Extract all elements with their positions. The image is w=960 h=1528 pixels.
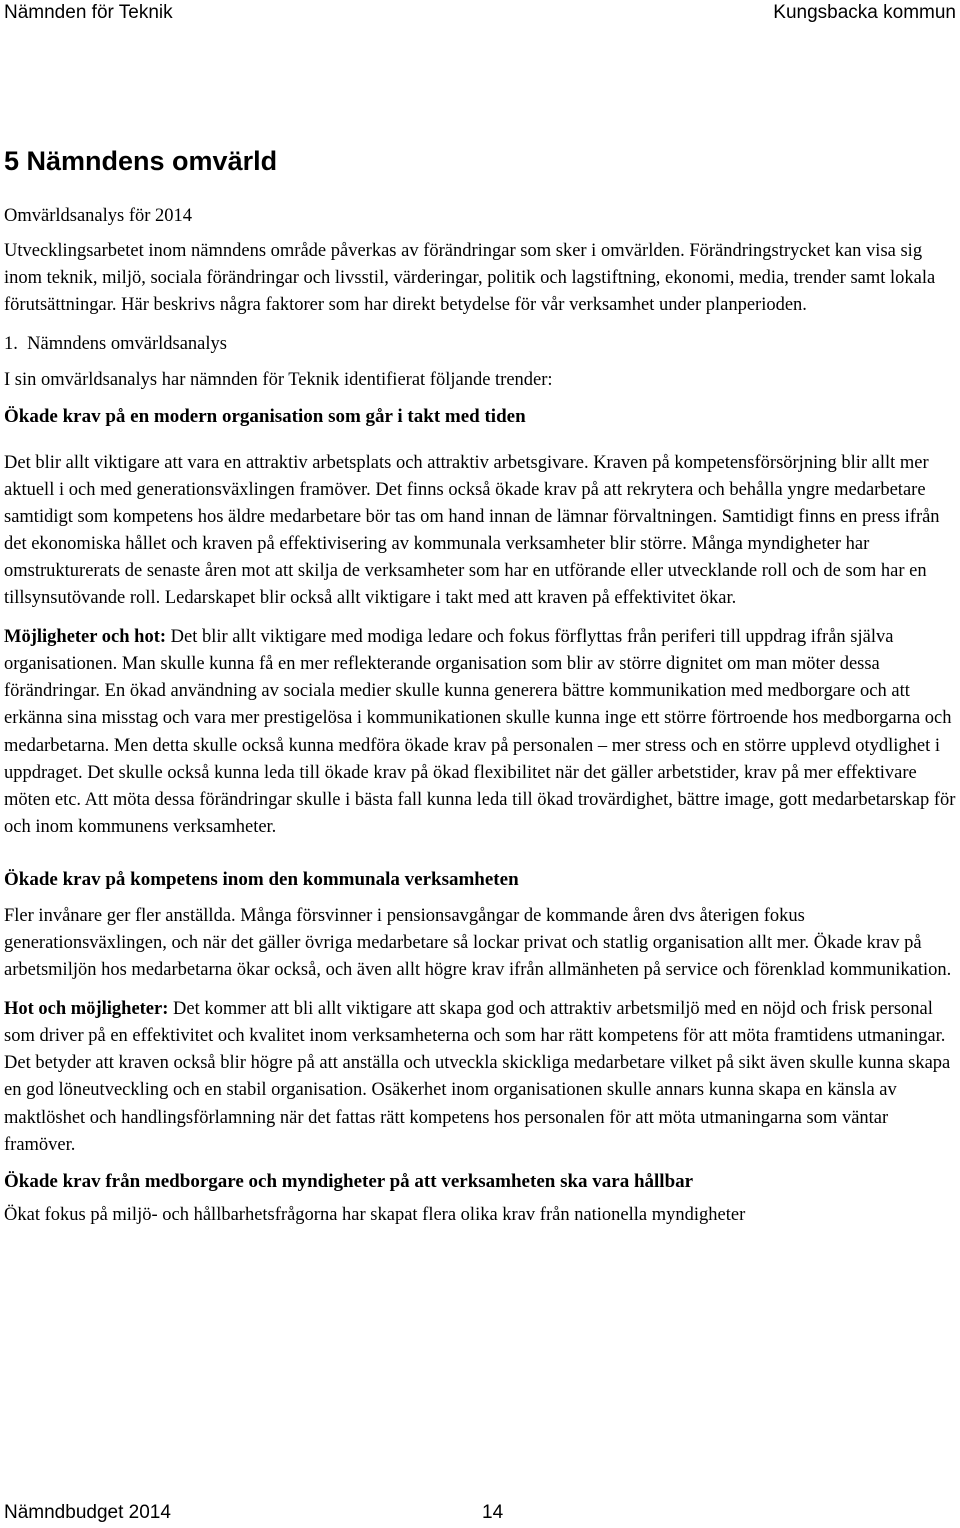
numbered-index: 1. [4, 334, 18, 355]
page-number: 14 [482, 1502, 504, 1523]
section-subtitle: Omvärldsanalys för 2014 [4, 206, 193, 226]
trend-heading-2: Ökade krav på kompetens inom den kommunala verksamheten [4, 868, 519, 890]
trend-heading-1: Ökade krav på en modern organisation som går i takt med tiden [4, 405, 526, 427]
header-left: Nämnden för Teknik [4, 2, 173, 23]
trend-label-text-2: Det kommer att bli allt viktigare att skapa god och attraktiv arbetsmiljö med en nöjd och frisk personal som driver på en effektivitet och kvalitet inom verksamheterna och som har rätt kompetens för att möta framtidens utmaningar. Det betyder att kraven också blir högre på att anställa och utveckla skickliga medarbetare vilket på sikt även skulle kunna skapa en god löneutveckling och en stabil organisation. Osäkerhet inom organisationen skulle annars kunna skapa en känsla av maktlöshet och handlingsförlamning när det fattas rätt kompetens hos personalen för att möta utmaningarna som väntar framöver. [4, 999, 951, 1155]
numbered-heading [4, 331, 958, 358]
trend-analysis-1 [4, 624, 958, 841]
header-right: Kungsbacka kommun [773, 2, 956, 23]
lead-paragraph: I sin omvärldsanalys har nämnden för Teknik identifierat följande trender: [4, 370, 553, 391]
trend-label-1: Möjligheter och hot: [4, 627, 167, 648]
trend-heading-3: Ökade krav från medborgare och myndigheter på att verksamheten ska vara hållbar [4, 1170, 694, 1192]
section-title: 5 Nämndens omvärld [4, 146, 278, 176]
trend-paragraph-2: Fler invånare ger fler anställda. Många försvinner i pensionsavgångar de kommande åren dvs återigen fokus generationsväxlingen, och när det gäller övriga medarbetare så lockar privat och statlig organisation allt mer. Ökade krav på arbetsmiljön hos medarbetarna ökar också, och även allt högre krav ifrån allmänheten på service och förenklad kommunikation. [4, 905, 952, 981]
page-footer [4, 1502, 504, 1524]
trend-paragraph-1: Det blir allt viktigare att vara en attraktiv arbetsplats och attraktiv arbetsgivare. Kraven på kompetensförsörjning blir allt mer aktuell i och med generationsväxlingen framöver. Det finns också ökade krav på att rekrytera och behålla yngre medarbetare samtidigt som kompetens hos äldre medarbetare bör tas om hand innan de lämnar förvaltningen. Samtidigt finns en press ifrån det ekonomiska hållet och kraven på effektivisering av kommunala verksamheter blir större. Många myndigheter har omstrukturerats de senaste åren mot att skilja de verksamheter som har en utförande eller utvecklande roll och de som har en tillsynsutövande roll. Ledarskapet blir också allt viktigare i takt med att kraven på effektivitet ökar. [4, 452, 940, 609]
trend-label-text-1: Det blir allt viktigare med modiga ledare och fokus förflyttas från periferi till uppdrag ifrån själva organisationen. Man skulle kunna få en mer reflekterande organisation som blir av större dignitet om man möter dessa förändringar. En ökad användning av sociala medier skulle kunna generera bättre kommunikation med medborgare och att erkänna sina misstag och vara mer prestigelösa i kommunikationen skulle kunna inge ett större förtroende hos medborgarna och medarbetarna. Men detta skulle också kunna medföra ökade krav på personalen – mer stress och en större upplevd otydlighet i uppdraget. Det skulle också kunna leda till ökade krav på ökad flexibilitet när det gäller arbetstider, krav på mer effektivare möten etc. Att möta dessa förändringar skulle i bästa fall kunna leda till ökad trovärdighet, bättre image, gott medarbetarskap för och inom kommunens verksamheter. [4, 627, 956, 837]
intro-paragraph: Utvecklingsarbetet inom nämndens område påverkas av förändringar som sker i omvärlden. Förändringstrycket kan visa sig inom teknik, miljö, sociala förändringar och livsstil, värderingar, politik och lagstiftning, ekonomi, media, trender samt lokala förutsättningar. Här beskrivs några faktorer som har direkt betydelse för vår verksamhet under planperioden. [4, 241, 936, 316]
numbered-title: Nämndens omvärldsanalys [27, 334, 227, 355]
trend-label-2: Hot och möjligheter: [4, 999, 169, 1020]
document-body [4, 145, 958, 1229]
trend-analysis-2 [4, 996, 958, 1159]
footer-label: Nämndbudget 2014 [4, 1502, 171, 1523]
trend-paragraph-3: Ökat fokus på miljö- och hållbarhetsfrågorna har skapat flera olika krav från nationella myndigheter [4, 1204, 746, 1225]
